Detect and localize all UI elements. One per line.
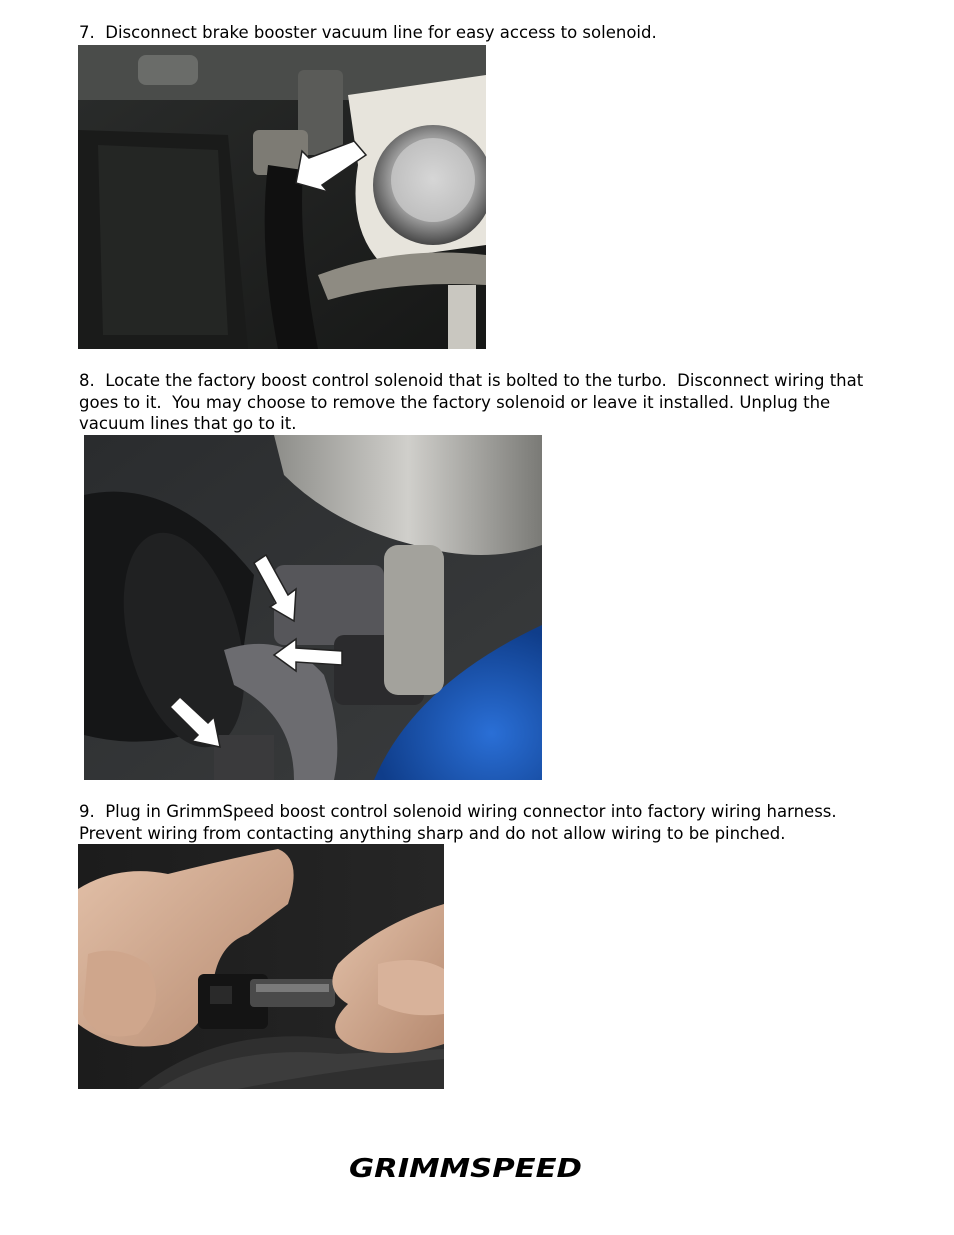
logo-wordmark: GRIMMSPEED: [349, 1154, 582, 1182]
step-9-text: 9. Plug in GrimmSpeed boost control solenoid wiring connector into factory wiring harness. Prevent wiring from contacting anything sharp and do not allow wiring to be pinched.: [79, 802, 848, 843]
step-7-photo-brake-booster-line: [78, 45, 486, 349]
step-9-photo-connector-plug: [78, 844, 444, 1089]
grimmspeed-logo: [349, 1152, 584, 1182]
step-7-text: 7. Disconnect brake booster vacuum line for easy access to solenoid.: [79, 23, 657, 42]
step-8-text: 8. Locate the factory boost control solenoid that is bolted to the turbo. Disconnect wiring that goes to it. You may choose to remove the factory solenoid or leave it installed. Unplug the vacuum lines that go to it.: [79, 371, 869, 433]
step-8-photo-boost-solenoid: [84, 435, 542, 780]
